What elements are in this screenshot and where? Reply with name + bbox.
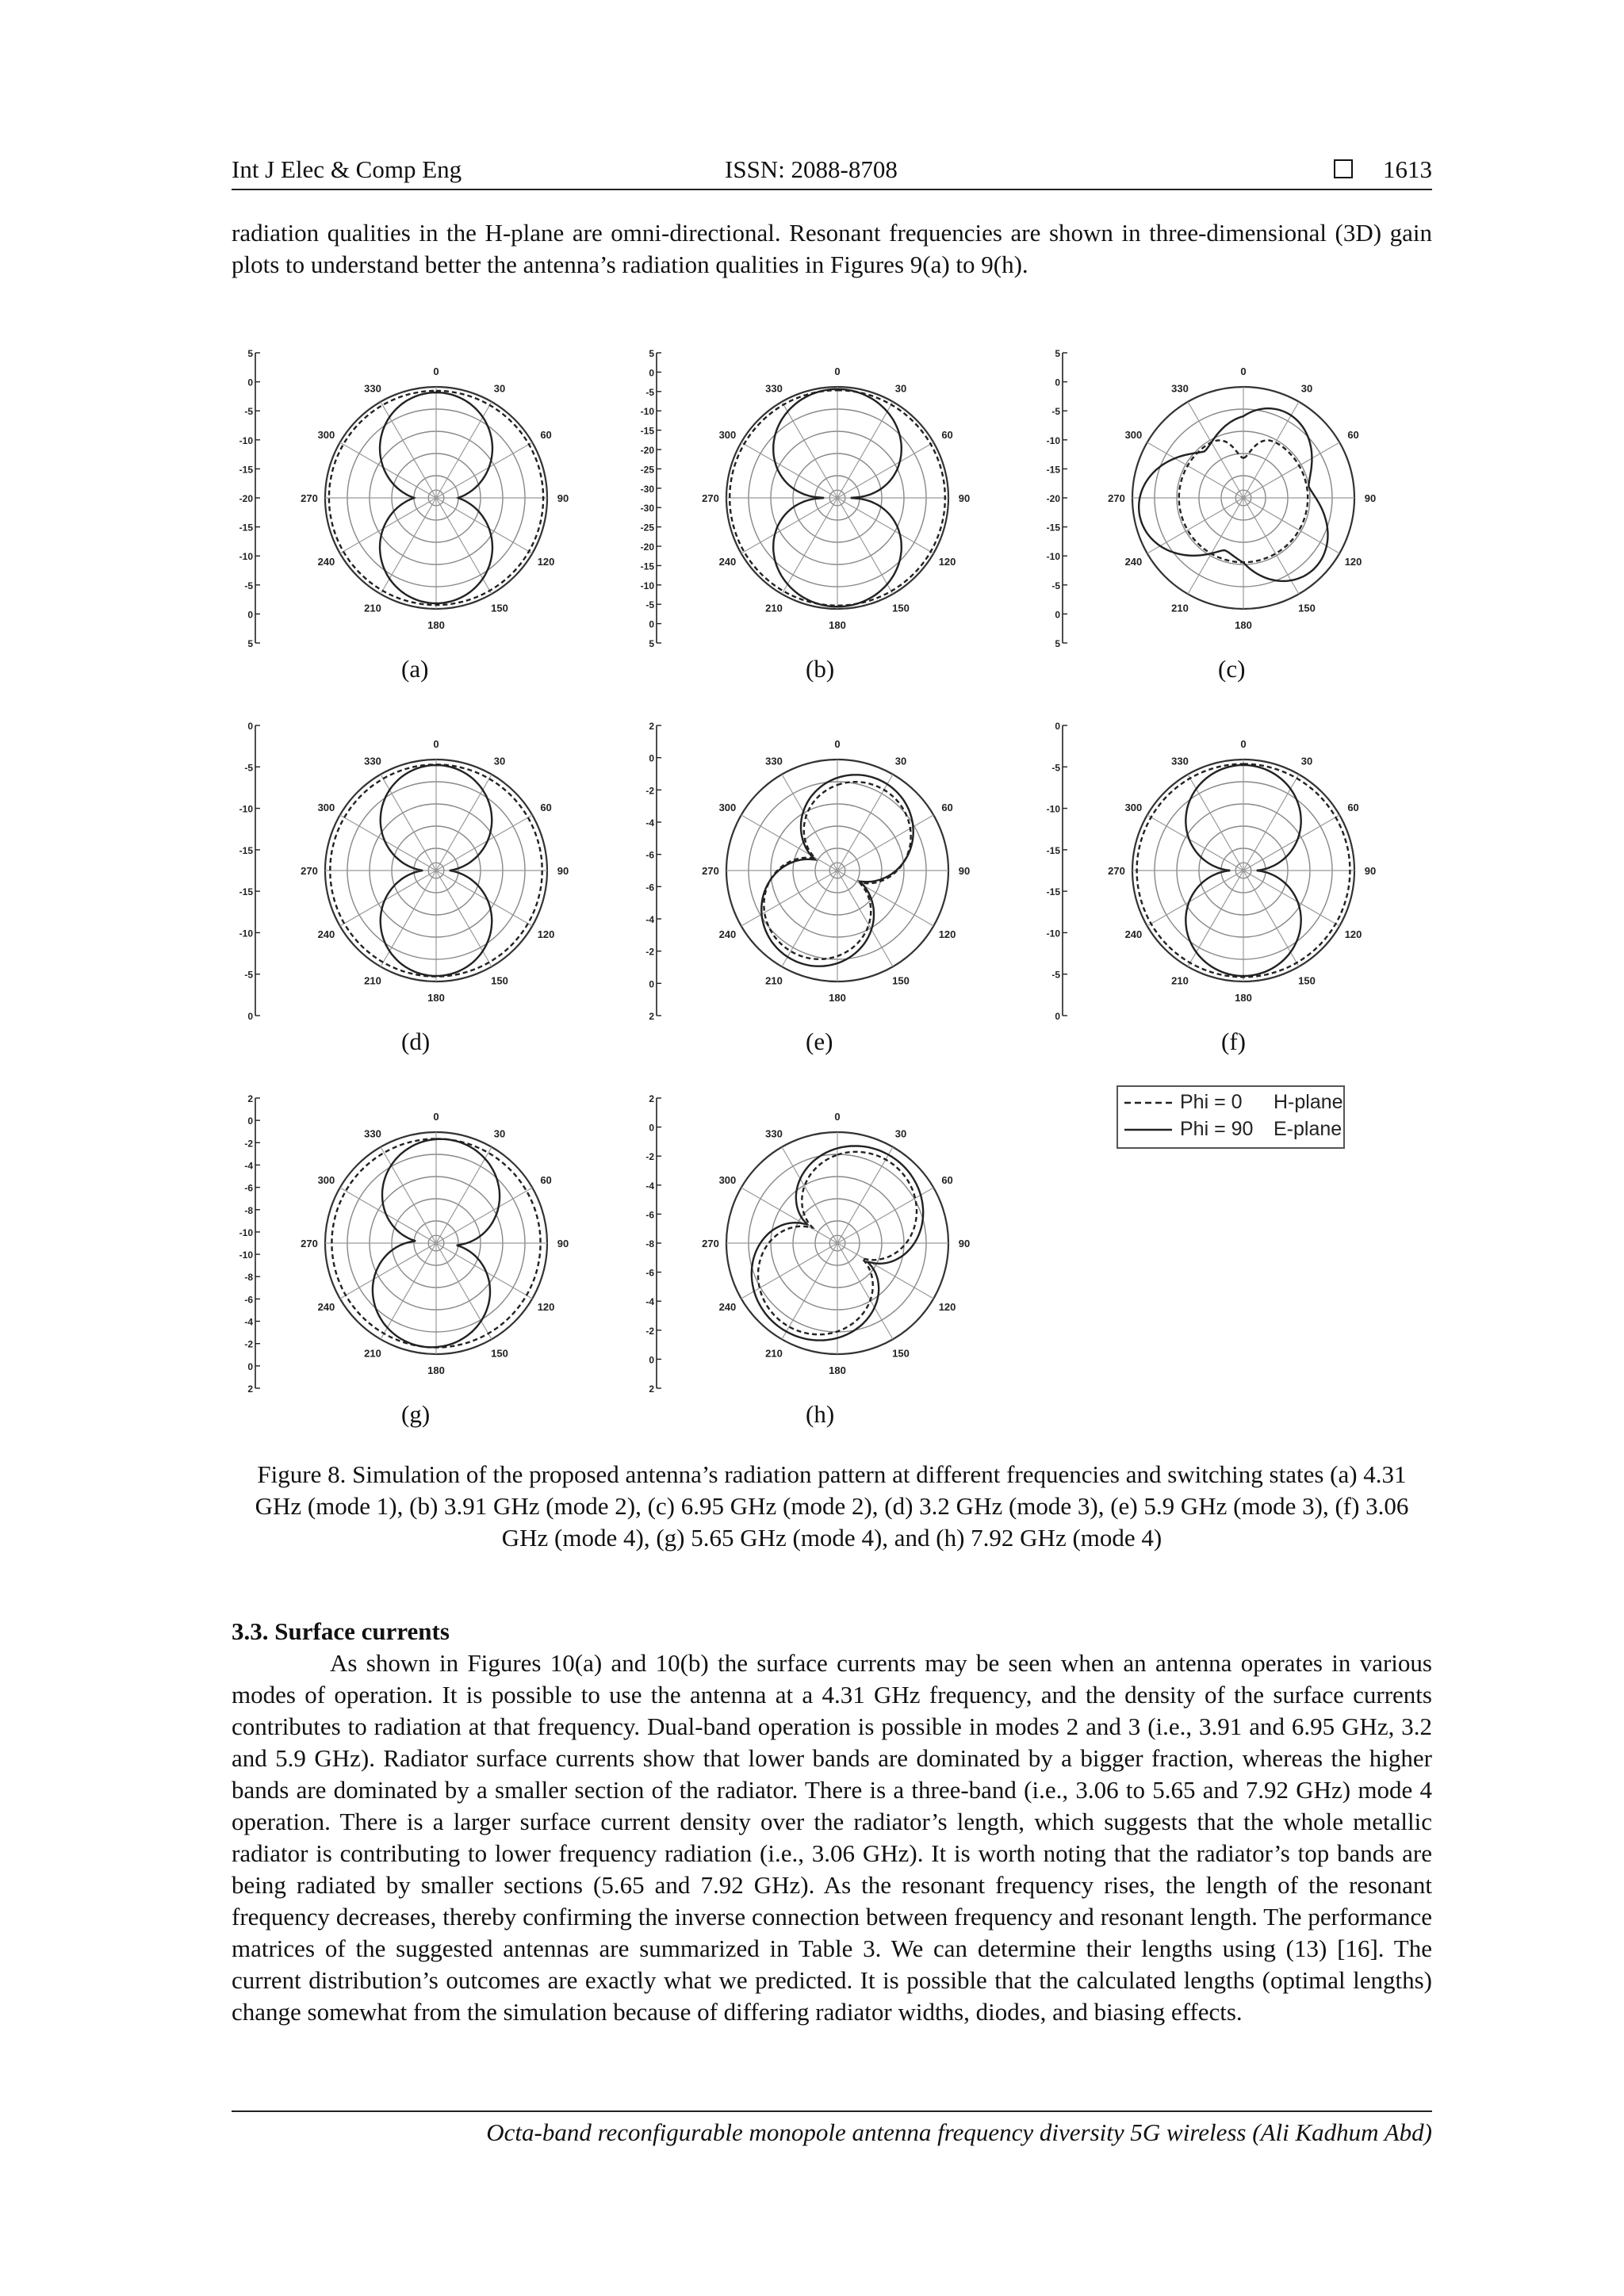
square-bullet-icon xyxy=(1334,159,1353,178)
angle-label: 240 xyxy=(1124,556,1143,568)
angle-label: 120 xyxy=(1344,928,1362,940)
grid-spoke xyxy=(837,1243,933,1299)
subfigure-label-f: (f) xyxy=(1221,1027,1246,1055)
grid-spoke xyxy=(837,442,933,498)
grid-spoke xyxy=(436,1188,532,1243)
angle-label: 0 xyxy=(433,738,439,750)
angle-label: 240 xyxy=(317,928,335,940)
legend-e-plane: E-plane xyxy=(1274,1118,1342,1140)
radial-tick-label: -10 xyxy=(239,1226,253,1238)
grid-spoke xyxy=(436,871,532,926)
angle-label: 90 xyxy=(958,1238,971,1249)
angle-label: 270 xyxy=(1108,492,1125,504)
subfigure-label-a: (a) xyxy=(401,655,429,683)
radial-tick-label: -6 xyxy=(244,1182,253,1194)
radial-tick-label: -10 xyxy=(239,551,253,563)
legend-phi-90: Phi = 90 xyxy=(1180,1118,1254,1140)
angle-label: 0 xyxy=(834,365,841,377)
grid-spoke xyxy=(340,1243,436,1299)
grid-spoke xyxy=(837,498,893,594)
polar-plot-svg-f xyxy=(1045,710,1386,1027)
radial-tick-label: 0 xyxy=(1055,721,1060,732)
polar-plot-e xyxy=(639,710,980,1027)
angle-label: 90 xyxy=(557,492,569,504)
radial-tick-label: -2 xyxy=(645,1325,654,1337)
radial-tick-label: -10 xyxy=(1046,551,1060,563)
radial-tick-label: -4 xyxy=(244,1160,253,1172)
radial-tick-label: -5 xyxy=(645,599,654,611)
radial-tick-label: 5 xyxy=(247,348,253,359)
radial-tick-label: 0 xyxy=(1055,377,1060,388)
grid-spoke xyxy=(782,1243,837,1339)
angle-label: 180 xyxy=(829,992,846,1004)
radial-tick-label: -15 xyxy=(239,464,253,476)
angle-label: 60 xyxy=(941,1174,953,1186)
angle-label: 300 xyxy=(317,429,335,441)
angle-label: 0 xyxy=(1240,365,1247,377)
angle-label: 300 xyxy=(1124,429,1143,441)
angle-label: 210 xyxy=(364,974,381,987)
radial-tick-label: 0 xyxy=(649,1122,654,1134)
radial-tick-label: -6 xyxy=(645,849,654,861)
angle-label: 330 xyxy=(765,755,783,767)
polar-plot-f xyxy=(1045,710,1386,1027)
grid-spoke xyxy=(381,1147,436,1243)
radial-tick-label: -4 xyxy=(645,914,654,925)
angle-label: 240 xyxy=(718,928,737,940)
angle-label: 270 xyxy=(702,1238,719,1249)
e-plane-pattern xyxy=(1139,408,1327,581)
angle-label: 90 xyxy=(958,492,971,504)
page-header xyxy=(232,155,1432,190)
legend xyxy=(1116,1085,1345,1149)
radial-tick-label: -5 xyxy=(244,762,253,774)
angle-label: 150 xyxy=(1298,602,1316,614)
angle-label: 0 xyxy=(433,365,439,377)
angle-label: 300 xyxy=(317,802,335,813)
angle-label: 30 xyxy=(894,755,907,767)
page-footer xyxy=(232,2110,1432,2147)
angle-label: 270 xyxy=(301,1238,318,1249)
radial-tick-label: -15 xyxy=(239,522,253,534)
polar-plot-svg-e xyxy=(639,710,980,1027)
radial-tick-label: -20 xyxy=(640,445,654,456)
radial-tick-label: 2 xyxy=(247,1383,253,1395)
issn: ISSN: 2088-8708 xyxy=(725,155,898,183)
polar-plot-d xyxy=(238,710,579,1027)
polar-plot-c xyxy=(1045,337,1386,654)
subfigure-label-b: (b) xyxy=(806,655,835,683)
angle-label: 0 xyxy=(433,1111,439,1123)
radial-tick-label: 0 xyxy=(649,978,654,990)
subfigure-label-d: (d) xyxy=(401,1027,431,1055)
radial-tick-label: 2 xyxy=(649,721,654,732)
angle-label: 150 xyxy=(491,1347,508,1360)
angle-label: 270 xyxy=(702,865,719,877)
angle-label: 330 xyxy=(765,1127,783,1140)
angle-label: 210 xyxy=(1171,974,1189,987)
angle-label: 210 xyxy=(765,974,783,987)
polar-plot-svg-d xyxy=(238,710,579,1027)
angle-label: 150 xyxy=(892,602,910,614)
radial-tick-label: -15 xyxy=(239,886,253,898)
grid-spoke xyxy=(837,775,893,871)
angle-label: 210 xyxy=(765,602,783,614)
polar-plot-svg-h xyxy=(639,1082,980,1399)
radial-tick-label: -25 xyxy=(640,522,654,534)
radial-tick-label: 0 xyxy=(247,1011,253,1022)
grid-spoke xyxy=(837,498,933,553)
radial-tick-label: -10 xyxy=(239,803,253,815)
grid-spoke xyxy=(837,1147,893,1243)
angle-label: 180 xyxy=(1235,992,1252,1004)
angle-label: 330 xyxy=(765,382,783,395)
radial-tick-label: -4 xyxy=(645,817,654,828)
radial-tick-label: 0 xyxy=(1055,609,1060,621)
radial-tick-label: -10 xyxy=(1046,803,1060,815)
polar-plot-g xyxy=(238,1082,579,1399)
radial-tick-label: -5 xyxy=(645,386,654,398)
grid-spoke xyxy=(837,1243,893,1339)
section-body xyxy=(232,1647,1432,2028)
angle-label: 30 xyxy=(493,755,506,767)
radial-tick-label: -30 xyxy=(640,483,654,495)
radial-tick-label: -2 xyxy=(645,946,654,958)
grid-spoke xyxy=(782,775,837,871)
angle-label: 150 xyxy=(892,1347,910,1360)
angle-label: 30 xyxy=(894,1127,907,1140)
footer-title: Octa-band reconfigurable monopole antenna frequency diversity 5G wireless (Ali Kadhum Abd) xyxy=(486,2118,1432,2146)
figure-caption: Figure 8. Simulation of the proposed antenna’s radiation pattern at different frequencies and switching states (a) 4.31 GHz (mode 1), (b) 3.91 GHz (mode 2), (c) 6.95 GHz (mode 2), (d) 3.2 GHz (mode 3), (e) 5.9 GHz (mode 3), (f) 3.06 GHz (mode 4), (g) 5.65 GHz (mode 4), and (h) 7.92 GHz (mode 4) xyxy=(255,1460,1409,1552)
radial-tick-label: -10 xyxy=(239,1249,253,1261)
angle-label: 330 xyxy=(1171,755,1189,767)
radial-tick-label: 0 xyxy=(649,618,654,630)
angle-label: 120 xyxy=(1344,556,1362,568)
subfigure-label-c: (c) xyxy=(1218,655,1246,683)
radial-tick-label: -2 xyxy=(645,1151,654,1163)
angle-label: 120 xyxy=(537,556,555,568)
grid-spoke xyxy=(782,871,837,966)
radial-tick-label: -15 xyxy=(239,844,253,856)
grid-spoke xyxy=(837,815,933,871)
angle-label: 270 xyxy=(1108,865,1125,877)
radial-tick-label: 0 xyxy=(1055,1011,1060,1022)
grid-spoke xyxy=(436,498,492,594)
radial-tick-label: -8 xyxy=(244,1204,253,1216)
grid-spoke xyxy=(436,1243,492,1339)
angle-label: 300 xyxy=(718,429,737,441)
angle-label: 90 xyxy=(557,865,569,877)
grid-spoke xyxy=(381,498,436,594)
radial-tick-label: -10 xyxy=(239,434,253,446)
grid-spoke xyxy=(1147,498,1243,553)
angle-label: 120 xyxy=(537,1301,555,1313)
angle-label: 90 xyxy=(557,1238,569,1249)
radial-tick-label: -20 xyxy=(640,541,654,553)
grid-spoke xyxy=(1243,442,1339,498)
journal-name: Int J Elec & Comp Eng xyxy=(232,155,462,183)
grid-spoke xyxy=(340,442,436,498)
radial-tick-label: 0 xyxy=(649,367,654,379)
radial-tick-label: 5 xyxy=(649,638,654,649)
radial-tick-label: -2 xyxy=(244,1138,253,1150)
grid-spoke xyxy=(436,815,532,871)
legend-phi-0: Phi = 0 xyxy=(1180,1091,1243,1113)
angle-label: 210 xyxy=(1171,602,1189,614)
radial-tick-label: 2 xyxy=(649,1383,654,1395)
angle-label: 180 xyxy=(427,1364,445,1376)
dashed-line-icon xyxy=(1124,1101,1172,1104)
radial-tick-label: 5 xyxy=(649,348,654,359)
angle-label: 300 xyxy=(718,802,737,813)
grid-spoke xyxy=(340,498,436,553)
polar-plot-svg-a xyxy=(238,337,579,654)
angle-label: 180 xyxy=(427,619,445,631)
angle-label: 90 xyxy=(958,865,971,877)
grid-spoke xyxy=(436,402,492,498)
angle-label: 120 xyxy=(938,556,956,568)
radial-tick-label: -8 xyxy=(244,1272,253,1284)
grid-spoke xyxy=(381,775,436,871)
angle-label: 30 xyxy=(894,382,907,395)
radial-tick-label: -15 xyxy=(640,561,654,572)
angle-label: 60 xyxy=(1347,429,1359,441)
radial-tick-label: -10 xyxy=(1046,434,1060,446)
angle-label: 120 xyxy=(938,928,956,940)
angle-label: 60 xyxy=(540,429,552,441)
grid-spoke xyxy=(741,498,837,553)
angle-label: 30 xyxy=(493,382,506,395)
grid-spoke xyxy=(837,402,893,498)
radial-tick-label: 0 xyxy=(247,1115,253,1127)
angle-label: 270 xyxy=(301,865,318,877)
grid-spoke xyxy=(340,1188,436,1243)
radial-tick-label: -30 xyxy=(640,503,654,515)
radial-tick-label: -4 xyxy=(645,1180,654,1192)
angle-label: 270 xyxy=(301,492,318,504)
angle-label: 240 xyxy=(317,1301,335,1313)
subfigure-label-g: (g) xyxy=(401,1400,431,1428)
angle-label: 180 xyxy=(427,992,445,1004)
page-number: 1613 xyxy=(1383,155,1432,183)
radial-tick-label: 0 xyxy=(247,721,253,732)
grid-spoke xyxy=(741,871,837,926)
radial-tick-label: -4 xyxy=(645,1296,654,1308)
angle-label: 240 xyxy=(718,1301,737,1313)
radial-tick-label: 2 xyxy=(649,1011,654,1022)
angle-label: 30 xyxy=(1300,755,1313,767)
angle-label: 210 xyxy=(364,1347,381,1360)
section-paragraph: As shown in Figures 10(a) and 10(b) the surface currents may be seen when an antenna operates in various modes of operation. It is possible to use the antenna at a 4.31 GHz frequency, and the density of the surface currents contributes to radiation at that frequency. Dual-band operation is possible in modes 2 and 3 (i.e., 3.91 and 6.95 GHz, 3.2 and 5.9 GHz). Radiator surface currents show that lower bands are dominated by a bigger fraction, whereas the higher bands are dominated by a smaller section of the radiator. There is a three-band (i.e., 3.06 to 5.65 and 7.92 GHz) mode 4 operation. There is a larger surface current density over the radiator’s length, which suggests that the whole metallic radiator is contributing to lower frequency radiation (i.e., 3.06 GHz). It is worth noting that the radiator’s top bands are being radiated by smaller sections (5.65 and 7.92 GHz). As the resonant frequency rises, the length of the resonant frequency decreases, thereby confirming the inverse connection between frequency and resonant length. The performance matrices of the suggested antennas are summarized in Table 3. We can determine their lengths using (13) [16]. The current distribution’s outcomes are exactly what we predicted. It is possible that the calculated lengths (optimal lengths) change somewhat from the simulation because of differing radiator widths, diodes, and biasing effects. xyxy=(232,1649,1432,2026)
radial-tick-label: -10 xyxy=(239,928,253,939)
radial-tick-label: -6 xyxy=(645,882,654,894)
radial-tick-label: 0 xyxy=(247,377,253,388)
radial-tick-label: -6 xyxy=(645,1209,654,1221)
polar-plot-svg-c xyxy=(1045,337,1386,654)
radial-tick-label: -2 xyxy=(244,1338,253,1350)
angle-label: 210 xyxy=(765,1347,783,1360)
radial-tick-label: -10 xyxy=(1046,928,1060,939)
grid-spoke xyxy=(381,1243,436,1339)
angle-label: 120 xyxy=(537,928,555,940)
angle-label: 240 xyxy=(317,556,335,568)
radial-tick-label: -10 xyxy=(640,580,654,591)
grid-spoke xyxy=(436,498,532,553)
polar-plot-b xyxy=(639,337,980,654)
grid-spoke xyxy=(340,871,436,926)
angle-label: 60 xyxy=(941,802,953,813)
radial-tick-label: -5 xyxy=(1051,762,1060,774)
angle-label: 30 xyxy=(493,1127,506,1140)
radial-tick-label: -15 xyxy=(640,425,654,437)
angle-label: 330 xyxy=(364,1127,381,1140)
grid-spoke xyxy=(782,402,837,498)
angle-label: 90 xyxy=(1364,492,1377,504)
radial-tick-label: 0 xyxy=(649,752,654,764)
radial-tick-label: -5 xyxy=(1051,969,1060,981)
angle-label: 150 xyxy=(1298,974,1316,987)
radial-tick-label: 5 xyxy=(1055,638,1060,649)
grid-spoke xyxy=(436,1243,532,1299)
grid-spoke xyxy=(436,871,492,966)
angle-label: 330 xyxy=(1171,382,1189,395)
angle-label: 240 xyxy=(1124,928,1143,940)
radial-tick-label: -6 xyxy=(645,1267,654,1279)
radial-tick-label: 0 xyxy=(649,1354,654,1366)
angle-label: 60 xyxy=(540,802,552,813)
grid-spoke xyxy=(741,1188,837,1243)
grid-spoke xyxy=(381,871,436,966)
radial-tick-label: -5 xyxy=(1051,406,1060,418)
radial-tick-label: -5 xyxy=(1051,580,1060,591)
grid-spoke xyxy=(1243,498,1339,553)
radial-tick-label: 5 xyxy=(247,638,253,649)
angle-label: 120 xyxy=(938,1301,956,1313)
grid-spoke xyxy=(436,775,492,871)
grid-spoke xyxy=(1243,871,1339,926)
angle-label: 0 xyxy=(834,1111,841,1123)
angle-label: 90 xyxy=(1364,865,1377,877)
grid-spoke xyxy=(436,442,532,498)
solid-line-icon xyxy=(1124,1128,1172,1131)
radial-tick-label: -15 xyxy=(1046,886,1060,898)
angle-label: 0 xyxy=(834,738,841,750)
radial-tick-label: -4 xyxy=(244,1316,253,1328)
angle-label: 330 xyxy=(364,382,381,395)
angle-label: 300 xyxy=(317,1174,335,1186)
radial-tick-label: -15 xyxy=(1046,522,1060,534)
radial-tick-label: -5 xyxy=(244,969,253,981)
radial-tick-label: -15 xyxy=(1046,464,1060,476)
grid-spoke xyxy=(1188,498,1243,594)
angle-label: 330 xyxy=(364,755,381,767)
angle-label: 60 xyxy=(941,429,953,441)
angle-label: 180 xyxy=(1235,619,1252,631)
radial-tick-label: -20 xyxy=(1046,493,1060,504)
radial-tick-label: -25 xyxy=(640,464,654,476)
grid-spoke xyxy=(782,498,837,594)
grid-spoke xyxy=(340,815,436,871)
angle-label: 150 xyxy=(491,974,508,987)
legend-h-plane: H-plane xyxy=(1274,1091,1343,1113)
angle-label: 180 xyxy=(829,1364,846,1376)
page-number-block xyxy=(1334,155,1432,184)
radial-tick-label: 0 xyxy=(247,609,253,621)
angle-label: 180 xyxy=(829,619,846,631)
angle-label: 150 xyxy=(892,974,910,987)
angle-label: 30 xyxy=(1300,382,1313,395)
radial-tick-label: 0 xyxy=(247,1360,253,1372)
angle-label: 240 xyxy=(718,556,737,568)
radial-tick-label: -15 xyxy=(1046,844,1060,856)
angle-label: 150 xyxy=(491,602,508,614)
radial-tick-label: -5 xyxy=(244,580,253,591)
grid-spoke xyxy=(1147,815,1243,871)
angle-label: 60 xyxy=(1347,802,1359,813)
polar-plot-svg-b xyxy=(639,337,980,654)
radial-tick-label: 2 xyxy=(247,1093,253,1104)
radial-tick-label: -6 xyxy=(244,1294,253,1306)
angle-label: 300 xyxy=(1124,802,1143,813)
grid-spoke xyxy=(741,442,837,498)
grid-spoke xyxy=(837,871,933,926)
grid-spoke xyxy=(1147,442,1243,498)
grid-spoke xyxy=(1188,402,1243,498)
angle-label: 210 xyxy=(364,602,381,614)
angle-label: 270 xyxy=(702,492,719,504)
radial-tick-label: -20 xyxy=(239,493,253,504)
grid-spoke xyxy=(436,1147,492,1243)
polar-plot-svg-g xyxy=(238,1082,579,1399)
intro-paragraph: radiation qualities in the H-plane are omni-directional. Resonant frequencies are shown in three-dimensional (3D) gain plots to understand better the antenna’s radiation qualities in Figures 9(a) to 9(h). xyxy=(232,219,1432,278)
subfigure-label-h: (h) xyxy=(806,1400,835,1428)
radial-tick-label: 5 xyxy=(1055,348,1060,359)
angle-label: 60 xyxy=(540,1174,552,1186)
radial-tick-label: 2 xyxy=(649,1093,654,1104)
grid-spoke xyxy=(1243,815,1339,871)
radial-tick-label: -10 xyxy=(640,406,654,418)
angle-label: 300 xyxy=(718,1174,737,1186)
radial-tick-label: -8 xyxy=(645,1238,654,1249)
subfigure-label-e: (e) xyxy=(806,1027,833,1055)
angle-label: 0 xyxy=(1240,738,1247,750)
polar-plot-h xyxy=(639,1082,980,1399)
radial-tick-label: -2 xyxy=(645,785,654,797)
grid-spoke xyxy=(381,402,436,498)
radial-tick-label: -5 xyxy=(244,406,253,418)
section-heading: 3.3. Surface currents xyxy=(232,1617,450,1645)
polar-plot-a xyxy=(238,337,579,654)
grid-spoke xyxy=(1147,871,1243,926)
